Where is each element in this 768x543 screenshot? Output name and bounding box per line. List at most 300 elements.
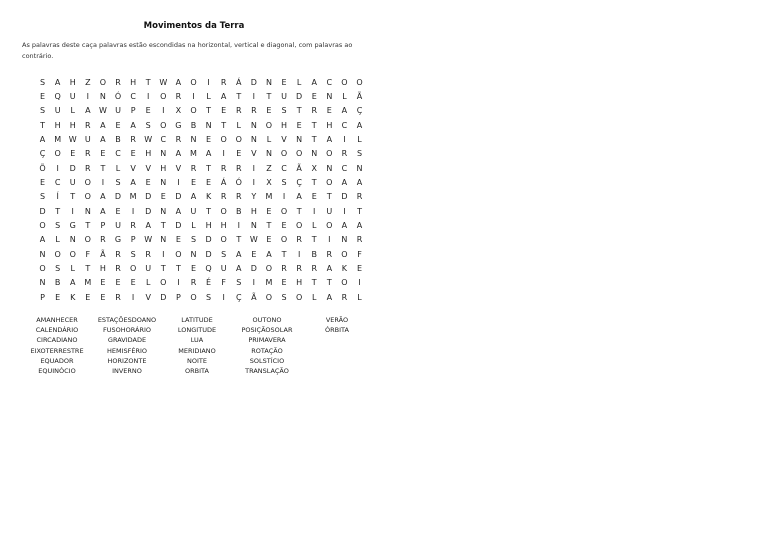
grid-letter: E [266, 206, 272, 216]
grid-letter: U [145, 264, 152, 274]
grid-letter: R [251, 106, 257, 116]
grid-letter: E [236, 149, 242, 159]
grid-letter: E [311, 192, 317, 202]
grid-letter: U [115, 106, 121, 116]
grid-letter: U [69, 178, 76, 188]
grid-letter: Z [85, 77, 91, 87]
grid-letter: T [40, 120, 45, 130]
grid-letter: T [311, 235, 317, 245]
grid-letter: I [207, 77, 210, 87]
grid-letter: T [357, 206, 362, 216]
grid-letter: R [85, 149, 91, 159]
grid-letter: O [235, 135, 242, 145]
grid-letter: N [341, 235, 348, 245]
grid-letter: S [55, 221, 61, 231]
grid-letter: A [175, 206, 182, 216]
grid-letter: C [341, 163, 348, 173]
grid-letter: O [220, 135, 227, 145]
grid-letter: D [69, 163, 76, 173]
grid-letter: T [145, 77, 151, 87]
grid-letter: A [296, 192, 302, 202]
grid-letter: S [236, 278, 242, 288]
grid-letter: O [39, 264, 46, 274]
grid-letter: E [100, 292, 106, 302]
grid-letter: B [236, 206, 242, 216]
grid-letter: N [160, 178, 167, 188]
grid-letter: U [115, 221, 121, 231]
grid-letter: O [326, 221, 333, 231]
grid-letter: R [130, 221, 136, 231]
grid-letter: E [100, 278, 106, 288]
grid-letter: O [99, 77, 107, 87]
grid-letter: R [220, 163, 227, 173]
grid-letter: X [266, 178, 272, 188]
grid-letter: H [145, 149, 152, 159]
grid-letter: P [130, 106, 136, 116]
grid-letter: R [220, 77, 227, 87]
grid-letter: R [175, 92, 182, 102]
grid-letter: A [54, 77, 61, 87]
grid-letter: T [85, 221, 91, 231]
grid-letter: A [356, 120, 363, 130]
grid-row [35, 204, 367, 218]
grid-letter: A [341, 221, 348, 231]
grid-letter: O [84, 235, 91, 245]
grid-letter: D [145, 192, 152, 202]
grid-row [35, 247, 367, 261]
grid-letter: R [220, 192, 227, 202]
grid-letter: C [281, 163, 287, 173]
grid-letter: V [130, 163, 136, 173]
grid-letter: O [280, 206, 288, 216]
grid-letter: M [84, 278, 92, 288]
grid-letter: N [296, 135, 303, 145]
grid-letter: Ã [296, 163, 302, 173]
grid-row [35, 104, 367, 118]
grid-letter: R [341, 292, 348, 302]
grid-letter: R [311, 264, 318, 274]
grid-letter: E [145, 178, 151, 188]
grid-letter: R [296, 235, 302, 245]
grid-letter: R [100, 235, 106, 245]
grid-letter: A [100, 135, 106, 145]
word-list-item: FUSOHORÁRIO [103, 326, 151, 335]
grid-letter: W [98, 106, 107, 116]
grid-letter: O [280, 149, 288, 159]
grid-letter: A [356, 178, 363, 188]
grid-letter: D [39, 206, 46, 216]
word-list-item: LONGITUDE [177, 326, 217, 335]
grid-letter: I [252, 163, 256, 173]
grid-letter: N [250, 135, 257, 145]
grid-letter: O [356, 77, 363, 87]
grid-letter: T [160, 221, 166, 231]
grid-row [35, 218, 367, 232]
grid-letter: R [356, 192, 363, 202]
grid-letter: B [115, 135, 121, 145]
grid-letter: N [326, 163, 333, 173]
grid-letter: S [206, 292, 212, 302]
grid-letter: A [236, 264, 242, 274]
grid-letter: A [311, 77, 317, 87]
grid-letter: I [86, 92, 89, 102]
grid-letter: T [206, 163, 212, 173]
grid-letter: D [160, 292, 167, 302]
grid-letter: I [252, 278, 256, 288]
grid-letter: E [251, 249, 257, 259]
grid-letter: N [190, 135, 197, 145]
grid-letter: O [341, 249, 348, 259]
grid-letter: N [326, 92, 333, 102]
word-list-item: EIXOTERRESTRE [30, 346, 84, 355]
word-list-item: EQUINÓCIO [38, 367, 76, 376]
grid-letter: A [145, 221, 151, 231]
grid-letter: O [84, 178, 91, 188]
grid-letter: M [265, 278, 273, 288]
grid-letter: T [296, 106, 302, 116]
grid-letter: I [147, 92, 150, 102]
grid-letter: M [190, 149, 197, 159]
grid-letter: L [296, 77, 302, 87]
grid-letter: D [175, 221, 182, 231]
grid-letter: N [265, 149, 272, 159]
grid-letter: T [311, 120, 317, 130]
grid-letter: S [190, 235, 197, 245]
grid-letter: I [358, 278, 361, 288]
grid-letter: A [205, 149, 212, 159]
grid-letter: O [69, 249, 76, 259]
grid-letter: R [190, 163, 197, 173]
grid-letter: U [281, 92, 287, 102]
grid-letter: R [296, 264, 302, 274]
grid-letter: U [190, 206, 197, 216]
grid-letter: O [295, 149, 303, 159]
grid-letter: D [296, 92, 303, 102]
grid-letter: K [70, 292, 76, 302]
grid-letter: A [341, 106, 348, 116]
grid-letter: O [54, 149, 61, 159]
word-list-item: OUTONO [252, 316, 282, 324]
grid-letter: O [190, 106, 197, 116]
grid-letter: O [160, 92, 167, 102]
grid-letter: P [130, 235, 136, 245]
grid-letter: A [220, 92, 227, 102]
grid-letter: R [235, 192, 242, 202]
grid-letter: A [326, 135, 333, 145]
word-list-item: LUA [190, 336, 204, 345]
word-search-grid [35, 75, 367, 305]
grid-letter: I [131, 206, 135, 216]
grid-row [35, 233, 367, 247]
grid-letter: R [145, 249, 151, 259]
grid-letter: O [265, 292, 273, 302]
grid-letter: I [282, 192, 286, 202]
grid-letter: Ç [235, 292, 242, 302]
grid-letter: T [206, 206, 212, 216]
grid-letter: O [39, 221, 46, 231]
grid-letter: Y [251, 192, 257, 202]
grid-letter: B [190, 120, 197, 130]
grid-letter: L [70, 264, 75, 274]
grid-letter: E [115, 206, 121, 216]
word-list-item: CIRCADIANO [36, 336, 78, 345]
grid-letter: C [160, 135, 167, 145]
grid-letter: X [175, 106, 182, 116]
grid-letter: E [311, 92, 317, 102]
grid-letter: E [70, 149, 76, 159]
grid-letter: R [85, 120, 91, 130]
grid-letter: R [85, 163, 91, 173]
grid-letter: R [115, 77, 121, 87]
word-list-item: CALENDÁRIO [35, 326, 79, 335]
grid-letter: I [252, 92, 256, 102]
grid-letter: T [206, 106, 212, 116]
grid-letter: A [175, 77, 182, 87]
grid-letter: H [160, 163, 167, 173]
grid-letter: I [192, 92, 195, 102]
grid-letter: N [160, 235, 167, 245]
word-list [22, 315, 372, 376]
word-list-item: HEMISFÉRIO [106, 346, 148, 355]
word-column [22, 315, 92, 376]
grid-letter: E [85, 292, 91, 302]
grid-letter: N [99, 92, 106, 102]
grid-letter: S [221, 249, 227, 259]
grid-letter: R [281, 264, 287, 274]
grid-letter: X [311, 163, 317, 173]
grid-letter: A [326, 264, 333, 274]
grid-letter: R [235, 106, 242, 116]
grid-letter: N [205, 120, 212, 130]
grid-letter: H [69, 120, 76, 130]
grid-letter: D [175, 192, 182, 202]
word-list-item: GRAVIDADE [107, 336, 147, 345]
grid-letter: A [266, 249, 272, 259]
grid-letter: E [130, 278, 136, 288]
grid-letter: O [220, 206, 227, 216]
grid-letter: L [191, 221, 196, 231]
grid-letter: O [265, 264, 273, 274]
grid-row [35, 276, 367, 290]
grid-letter: T [160, 264, 166, 274]
grid-letter: Õ [39, 163, 46, 173]
grid-letter: Ç [356, 106, 363, 116]
grid-row [35, 75, 367, 89]
grid-letter: I [222, 149, 225, 159]
word-list-item: ESTAÇÕESDOANO [97, 316, 157, 324]
grid-letter: C [341, 120, 348, 130]
word-list-item: VERÃO [325, 316, 349, 324]
grid-letter: O [175, 249, 182, 259]
grid-letter: L [312, 221, 317, 231]
word-column [232, 315, 302, 376]
grid-letter: R [115, 264, 121, 274]
grid-letter: E [326, 106, 332, 116]
grid-letter: R [356, 235, 363, 245]
grid-letter: L [145, 278, 151, 288]
grid-letter: U [69, 92, 76, 102]
grid-letter: H [69, 77, 76, 87]
grid-letter: I [328, 235, 331, 245]
grid-letter: Ó [235, 178, 242, 188]
grid-letter: N [250, 120, 257, 130]
grid-letter: E [266, 106, 272, 116]
grid-letter: S [281, 106, 287, 116]
grid-letter: T [296, 206, 302, 216]
grid-letter: A [175, 149, 182, 159]
grid-letter: D [114, 192, 122, 202]
grid-letter: L [206, 92, 211, 102]
grid-letter: Ç [39, 149, 46, 159]
grid-letter: A [190, 192, 197, 202]
grid-letter: É [206, 278, 212, 288]
grid-letter: N [84, 206, 91, 216]
grid-letter: M [129, 192, 137, 202]
grid-letter: E [40, 178, 46, 188]
grid-letter: P [100, 221, 106, 231]
grid-letter: F [357, 249, 362, 259]
grid-letter: H [296, 278, 303, 288]
grid-letter: H [281, 120, 288, 130]
grid-letter: A [39, 235, 46, 245]
grid-letter: T [236, 92, 242, 102]
grid-letter: N [311, 149, 318, 159]
grid-letter: A [130, 178, 136, 188]
grid-letter: M [54, 135, 62, 145]
grid-letter: E [206, 178, 212, 188]
grid-letter: H [130, 77, 137, 87]
grid-letter: Q [54, 92, 61, 102]
word-list-item: MERIDIANO [178, 346, 216, 355]
word-list-item: LATITUDE [181, 316, 213, 324]
grid-letter: Ã [356, 92, 363, 102]
grid-letter: E [115, 278, 121, 288]
grid-letter: I [177, 278, 180, 288]
grid-letter: S [40, 106, 46, 116]
grid-letter: I [222, 292, 225, 302]
grid-letter: W [68, 135, 77, 145]
grid-letter: Q [205, 264, 212, 274]
grid-letter: R [130, 135, 136, 145]
word-list-item: ORBITA [185, 367, 209, 376]
grid-letter: F [85, 249, 91, 259]
grid-letter: L [342, 92, 347, 102]
grid-letter: R [326, 249, 333, 259]
grid-letter: S [115, 178, 121, 188]
grid-letter: H [54, 120, 61, 130]
grid-letter: H [99, 264, 106, 274]
grid-letter: I [131, 292, 135, 302]
grid-letter: I [343, 206, 346, 216]
word-list-item: NOITE [187, 356, 207, 365]
grid-row [35, 89, 367, 103]
grid-letter: I [177, 178, 180, 188]
grid-letter: E [266, 235, 272, 245]
grid-letter: N [250, 221, 257, 231]
grid-letter: V [281, 135, 287, 145]
grid-letter: T [236, 235, 242, 245]
grid-letter: G [69, 221, 76, 231]
grid-letter: A [100, 192, 106, 202]
grid-letter: L [312, 292, 317, 302]
instructions-text: As palavras deste caça palavras estão escondidas na horizontal, vertical e diagonal, com palavras ao contrário. [22, 41, 353, 60]
word-list-item: SOLSTÍCIO [249, 356, 285, 365]
word-list-item: PRIMAVERA [248, 336, 286, 345]
grid-letter: N [160, 149, 167, 159]
grid-letter: S [130, 249, 136, 259]
grid-letter: N [69, 235, 76, 245]
grid-letter: T [281, 249, 287, 259]
grid-letter: P [175, 292, 181, 302]
grid-letter: T [311, 278, 317, 288]
grid-letter: Á [220, 178, 227, 188]
grid-letter: S [145, 120, 151, 130]
page-title: Movimentos da Terra [143, 21, 245, 31]
grid-letter: N [39, 278, 46, 288]
grid-letter: O [190, 77, 197, 87]
grid-letter: E [190, 178, 197, 188]
grid-letter: O [326, 178, 333, 188]
grid-letter: S [356, 149, 363, 159]
word-list-item: ROTAÇÃO [251, 346, 283, 355]
grid-letter: T [70, 192, 76, 202]
grid-letter: O [341, 77, 348, 87]
grid-letter: A [69, 278, 76, 288]
grid-letter: B [311, 249, 317, 259]
grid-letter: S [55, 264, 61, 274]
grid-letter: O [220, 235, 227, 245]
grid-letter: G [114, 235, 122, 245]
grid-letter: I [162, 106, 165, 116]
grid-letter: T [85, 264, 91, 274]
grid-letter: O [129, 264, 137, 274]
grid-letter: V [175, 163, 182, 173]
grid-letter: E [296, 120, 302, 130]
grid-letter: I [162, 249, 165, 259]
grid-letter: A [100, 206, 106, 216]
grid-row [35, 147, 367, 161]
word-list-item: POSIÇÃOSOLAR [241, 326, 293, 335]
grid-letter: I [71, 206, 74, 216]
word-list-item: HORIZONTE [107, 356, 147, 365]
grid-letter: I [237, 221, 240, 231]
grid-letter: U [84, 135, 91, 145]
grid-letter: W [159, 77, 168, 87]
grid-letter: D [250, 77, 257, 87]
grid-letter: Í [56, 192, 59, 202]
grid-letter: H [326, 120, 333, 130]
grid-letter: O [341, 278, 348, 288]
grid-letter: G [175, 120, 182, 130]
grid-letter: A [326, 292, 333, 302]
grid-letter: A [236, 249, 242, 259]
grid-letter: L [115, 163, 121, 173]
grid-letter: D [205, 249, 212, 259]
grid-letter: Ç [296, 178, 302, 188]
grid-letter: K [205, 192, 212, 202]
word-list-item: TRANSLAÇÃO [245, 367, 289, 376]
grid-row [35, 118, 367, 132]
grid-letter: Ã [251, 292, 257, 302]
grid-letter: Á [236, 77, 242, 87]
grid-letter: F [221, 278, 226, 288]
grid-letter: D [145, 206, 152, 216]
word-list-item: AMANHECER [36, 316, 78, 324]
grid-letter: A [341, 178, 348, 188]
grid-letter: T [311, 178, 317, 188]
grid-letter: T [266, 92, 272, 102]
grid-letter: T [311, 135, 317, 145]
